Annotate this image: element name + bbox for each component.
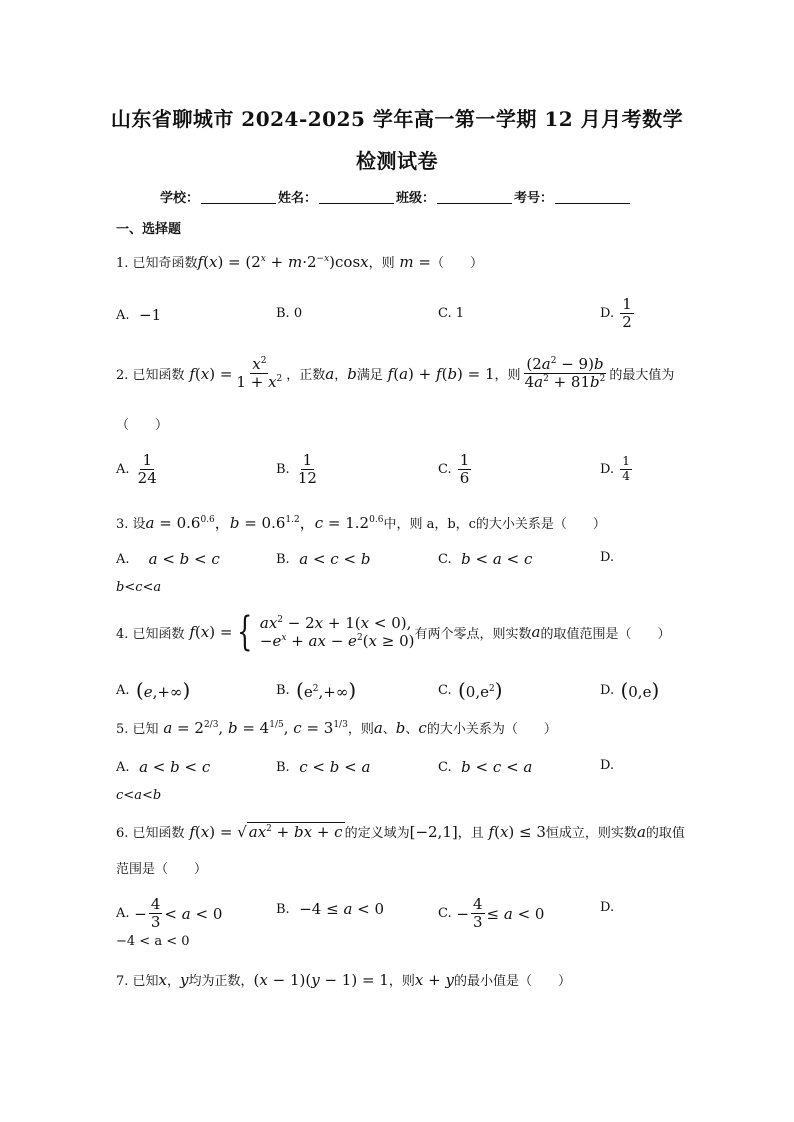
q3-tail: 中，则 a，b，c的大小关系是（ ） xyxy=(383,517,606,532)
q4-function: f(x) = xyxy=(189,623,233,641)
q6-function: f(x) = √ $ax^2$ + bx + c xyxy=(189,823,343,841)
q3-prefix: 3. 设 xyxy=(116,517,146,532)
q2-prefix: 2. 已知函数 xyxy=(116,368,185,384)
q2-mid3: 满足 xyxy=(356,368,383,384)
q5-option-b[interactable]: B. c < b < a xyxy=(276,758,371,776)
q6-line2: 范围是（ ） xyxy=(116,862,208,877)
q3-option-c[interactable]: C. b < a < c xyxy=(438,550,533,568)
question-5: 5. 已知 $a = 2^{2/3}$, $b = 4^{1/5}$, $c = 3^{1/3}$ ，则 a 、 b 、 c 的大小关系为（ ） xyxy=(116,718,557,737)
title-line-1: 山东省聊城市 2024-2025 学年高一第一学期 12 月月考数学 xyxy=(110,107,684,131)
q2-option-a[interactable]: A. $\frac{1}{24}$ xyxy=(116,451,157,488)
q3-option-b[interactable]: B. a < c < b xyxy=(276,550,371,568)
q1-option-d[interactable]: D. $\frac{1}{2}$ xyxy=(600,295,632,332)
q2-option-b[interactable]: B. $\frac{1}{12}$ xyxy=(276,451,317,488)
q6-mid2: ，且 xyxy=(457,826,484,841)
q1-prefix: 1. 已知奇函数 xyxy=(116,256,198,271)
school-blank[interactable] xyxy=(201,202,276,204)
q7-condition: (x − 1)(y − 1) = 1 xyxy=(253,970,389,989)
q5-option-d[interactable]: D. xyxy=(600,758,615,773)
q4-prefix: 4. 已知函数 xyxy=(116,626,185,642)
q6-mid: 的定义域为 xyxy=(344,826,410,841)
question-2: 2. 已知函数 f(x) = $\frac{x^2}{1 + x^2}$ ，正数 a ， b 满足 f(a) + f(b) = 1 ，则 $\frac{(2a^2 - 9)b}{4a^2 + 81b^2}$ 的最大值为 xyxy=(116,355,675,392)
q5-tail4: 的大小关系为（ ） xyxy=(426,722,557,737)
q2-mid1: ，正数 xyxy=(286,368,326,384)
q7-mid: ， xyxy=(167,974,181,989)
q6-option-b[interactable]: B. −4 ≤ a < 0 xyxy=(276,900,385,918)
class-label: 班级： xyxy=(396,191,436,206)
q4-option-d[interactable]: D. (0,e) xyxy=(600,678,660,702)
name-blank[interactable] xyxy=(319,202,394,204)
q7-prefix: 7. 已知 xyxy=(116,974,159,989)
q2-condition: f(a) + f(b) = 1 xyxy=(387,364,495,383)
section-heading: 一、选择题 xyxy=(116,222,182,237)
q6-prefix: 6. 已知函数 xyxy=(116,826,185,841)
q1-var: m = xyxy=(394,252,431,271)
q2-paren: （ ） xyxy=(116,418,169,433)
q5-option-a[interactable]: A. a < b < c xyxy=(116,758,211,776)
q3-option-a[interactable]: A. a < b < c xyxy=(116,550,220,568)
q6-option-a[interactable]: A. − $\frac{4}{3}$ < a < 0 xyxy=(116,895,223,932)
exam-no-blank[interactable] xyxy=(555,202,630,204)
student-info-row xyxy=(160,187,632,206)
exam-no-label: 考号： xyxy=(514,191,554,206)
q5-tail2: 、 xyxy=(382,722,396,737)
q5-option-c[interactable]: C. b < c < a xyxy=(438,758,533,776)
school-label: 学校： xyxy=(160,191,200,206)
name-label: 姓名： xyxy=(278,191,318,206)
q1-suffix: ，则 xyxy=(368,256,395,271)
q2-mid4: ，则 xyxy=(494,368,521,384)
q7-mid3: ，则 xyxy=(388,974,415,989)
q2-fraction: $\frac{x^2}{1 + x^2}$ xyxy=(236,355,283,392)
q7-mid2: 均为正数， xyxy=(188,974,254,989)
q1-tail: （ ） xyxy=(430,256,483,271)
q2-target-fraction: $\frac{(2a^2 - 9)b}{4a^2 + 81b^2}$ xyxy=(524,355,606,392)
q2-tail: 的最大值为 xyxy=(609,368,675,384)
q3-values: $a = 0.6^{0.6}$，$b = 0.6^{1.2}$，$c = 1.2^{0.6}$ xyxy=(145,514,384,532)
q1-option-a[interactable]: A. −1 xyxy=(116,306,162,324)
q5-values: $a = 2^{2/3}$, $b = 4^{1/5}$, $c = 3^{1/3}$ xyxy=(163,718,348,737)
q5-tail: ，则 xyxy=(347,722,374,737)
q4-brace: { xyxy=(237,609,253,655)
q6-option-d-value: −4 < a < 0 xyxy=(116,934,190,949)
q4-tail: 有两个零点，则实数 xyxy=(414,626,532,642)
q6-mid3: 恒成立，则实数 xyxy=(545,826,637,841)
q2-option-d[interactable]: D. $\frac{1}{4}$ xyxy=(600,454,630,483)
title-line-2: 检测试卷 xyxy=(356,149,438,173)
q2-option-c[interactable]: C. $\frac{1}{6}$ xyxy=(438,451,470,488)
q4-option-a[interactable]: A. (e,+∞) xyxy=(116,678,191,702)
q4-option-b[interactable]: B. $(e^2,+\infty)$ xyxy=(276,678,357,702)
q6-tail: 的取值 xyxy=(645,826,685,841)
q4-option-c[interactable]: C. $(0,e^2)$ xyxy=(438,678,503,702)
question-7: 7. 已知 x ， y 均为正数， (x − 1)(y − 1) = 1 ，则 x + y 的最小值是（ ） xyxy=(116,970,571,989)
question-1 xyxy=(116,252,483,271)
q6-option-d[interactable]: D. xyxy=(600,900,615,915)
q3-option-d[interactable]: D. xyxy=(600,550,615,565)
q6-option-c[interactable]: C. − $\frac{4}{3}$ ≤ a < 0 xyxy=(438,895,545,932)
q1-option-c[interactable]: C. 1 xyxy=(438,306,465,321)
q4-piecewise: $ax^2 - 2x + 1(x < 0)$, $-e^x$ + ax − $e^2(x \ge 0)$ xyxy=(259,614,415,650)
question-4: 4. 已知函数 f(x) = { $ax^2 - 2x + 1(x < 0)$, $-e^x$ + ax − $e^2(x \ge 0)$ 有两个零点，则实数 a 的取值范围是（ ） xyxy=(116,609,671,655)
q7-tail: 的最小值是（ ） xyxy=(453,974,571,989)
q5-tail3: 、 xyxy=(405,722,419,737)
q2-function: f(x) = xyxy=(189,364,233,383)
q5-prefix: 5. 已知 xyxy=(116,722,159,737)
question-3 xyxy=(116,512,606,533)
q5-option-d-value: c < a < b xyxy=(116,788,162,803)
q1-formula: $f(x) = (2^x + m\cdot 2^{-x})\cos x$ xyxy=(197,252,369,271)
class-blank[interactable] xyxy=(437,202,512,204)
q2-mid2: ， xyxy=(334,368,348,384)
q4-tail2: 的取值范围是（ ） xyxy=(540,626,671,642)
question-6: 6. 已知函数 f(x) = √ $ax^2$ + bx + c 的定义域为 [−2,1] ，且 f(x) ≤ 3 恒成立，则实数 a 的取值 xyxy=(116,822,685,841)
q3-option-d-value: b < c < a xyxy=(116,580,162,595)
q1-option-b[interactable]: B. 0 xyxy=(276,306,303,321)
